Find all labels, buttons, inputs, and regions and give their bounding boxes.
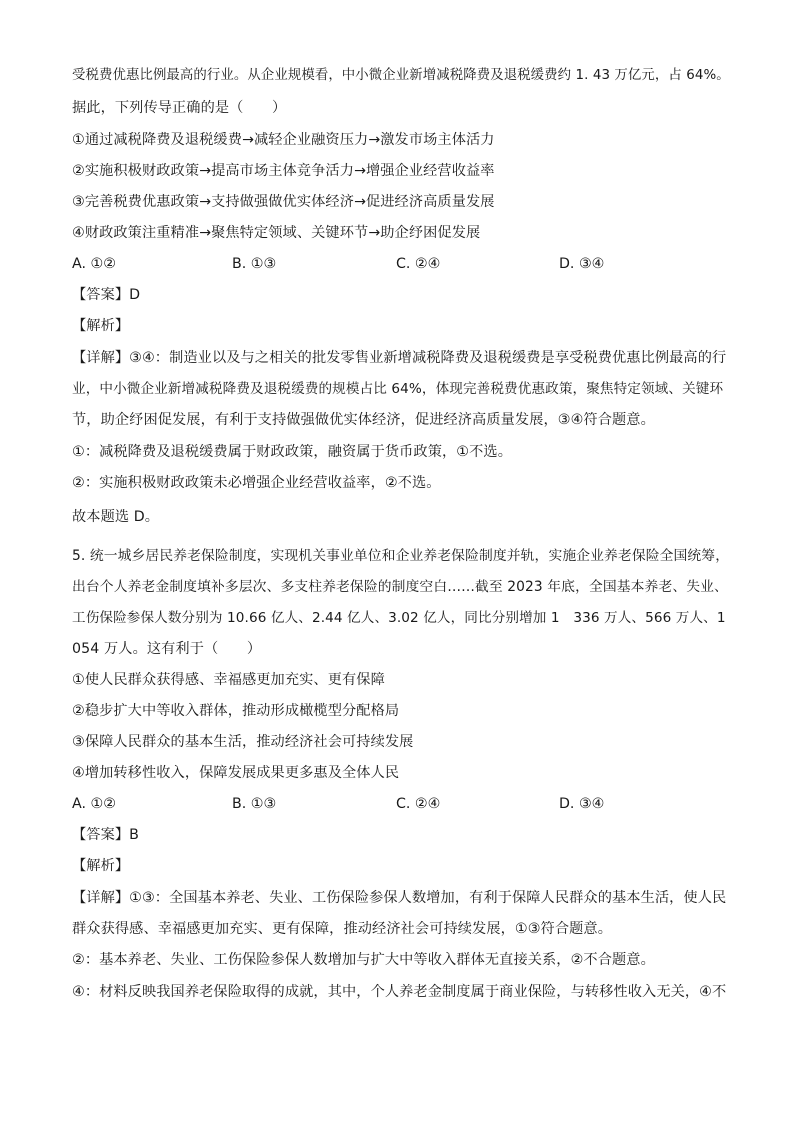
- q5-detail-line: 【详解】①③：全国基本养老、失业、工伤保险参保人数增加，有利于保障人民群众的基本生活，使人民: [72, 890, 727, 906]
- q5-stem-line: 054 万人。这有利于（ ）: [72, 641, 262, 657]
- q4-option-c: C. ②④: [396, 256, 441, 272]
- q4-analysis-label: 【解析】: [72, 318, 130, 334]
- q4-answer: 【答案】D: [72, 287, 141, 303]
- q4-detail-line: ②：实施积极财政政策未必增强企业经营收益率，②不选。: [72, 475, 441, 491]
- q5-stem-line: 出台个人养老金制度填补多层次、多支柱养老保险的制度空白……截至 2023 年底，全国基本养老、失业、: [72, 579, 728, 595]
- q4-option-b: B. ①③: [232, 256, 277, 272]
- q5-analysis-label: 【解析】: [72, 858, 130, 874]
- q5-detail-line: 群众获得感、幸福感更加充实、更有保障，推动经济社会可持续发展，①③符合题意。: [72, 921, 612, 937]
- q5-option-c: C. ②④: [396, 796, 441, 812]
- q4-item: ③完善税费优惠政策→支持做强做优实体经济→促进经济高质量发展: [72, 194, 495, 210]
- q4-item: ②实施积极财政政策→提高市场主体竞争活力→增强企业经营收益率: [72, 163, 495, 179]
- q5-stem-line: 5. 统一城乡居民养老保险制度，实现机关事业单位和企业养老保险制度并轨，实施企业养老保险全国统筹，: [72, 548, 730, 564]
- q5-answer: 【答案】B: [72, 827, 139, 843]
- q4-item: ①通过减税降费及退税缓费→减轻企业融资压力→激发市场主体活力: [72, 132, 495, 148]
- q4-options: [72, 254, 732, 274]
- q5-item: ②稳步扩大中等收入群体，推动形成橄榄型分配格局: [72, 703, 400, 719]
- q5-stem-line: 工伤保险参保人数分别为 10.66 亿人、2.44 亿人、3.02 亿人，同比分别增加 1 336 万人、566 万人、1: [72, 610, 726, 626]
- q5-item: ④增加转移性收入，保障发展成果更多惠及全体人民: [72, 765, 400, 781]
- q4-option-a: A. ①②: [72, 256, 116, 272]
- q4-option-d: D. ③④: [559, 256, 605, 272]
- q4-detail-line: 【详解】③④：制造业以及与之相关的批发零售业新增减税降费及退税缓费是享受税费优惠比例最高的行: [72, 350, 727, 366]
- q4-detail-line: 故本题选 D。: [72, 509, 160, 525]
- q5-item: ③保障人民群众的基本生活，推动经济社会可持续发展: [72, 734, 414, 750]
- q4-detail-line: 节，助企纾困促发展，有利于支持做强做优实体经济，促进经济高质量发展，③④符合题意。: [72, 412, 655, 428]
- q5-detail-line: ④：材料反映我国养老保险取得的成就，其中，个人养老金制度属于商业保险，与转移性收入无关，④不: [72, 984, 727, 1000]
- q5-option-d: D. ③④: [559, 796, 605, 812]
- q4-detail-line: 业，中小微企业新增减税降费及退税缓费的规模占比 64%，体现完善税费优惠政策，聚焦特定领域、关键环: [72, 381, 724, 397]
- q4-stem-line: 据此，下列传导正确的是（ ）: [72, 100, 287, 116]
- q4-item: ④财政政策注重精准→聚焦特定领域、关键环节→助企纾困促发展: [72, 225, 481, 241]
- q5-item: ①使人民群众获得感、幸福感更加充实、更有保障: [72, 672, 385, 688]
- q5-options: [72, 794, 732, 814]
- q5-option-b: B. ①③: [232, 796, 277, 812]
- q5-option-a: A. ①②: [72, 796, 116, 812]
- q4-stem-line: 受税费优惠比例最高的行业。从企业规模看，中小微企业新增减税降费及退税缓费约 1. 43 万亿元，占 64%。: [72, 68, 730, 83]
- q5-detail-line: ②：基本养老、失业、工伤保险参保人数增加与扩大中等收入群体无直接关系，②不合题意。: [72, 952, 655, 968]
- q4-detail-line: ①：减税降费及退税缓费属于财政政策，融资属于货币政策，①不选。: [72, 444, 512, 460]
